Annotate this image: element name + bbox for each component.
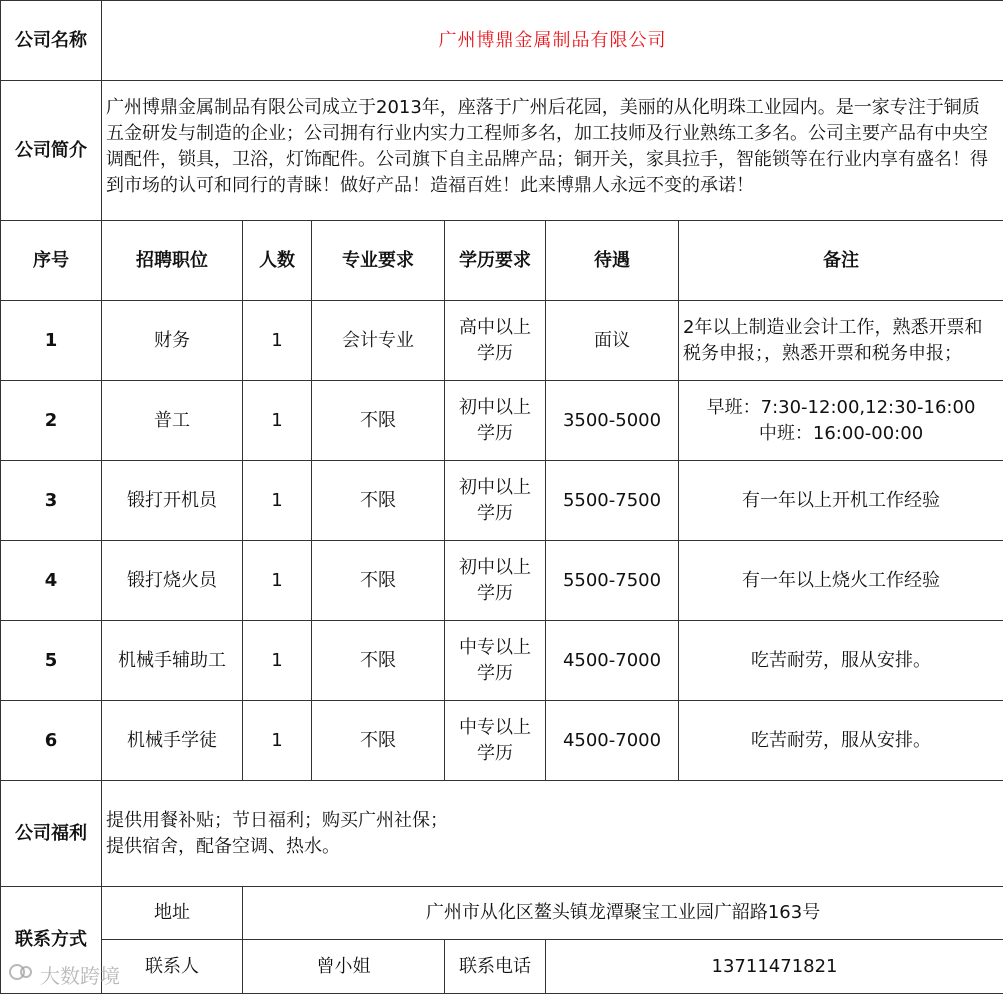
job-education-line2: 学历 xyxy=(477,422,513,444)
job-major: 不限 xyxy=(312,381,445,461)
benefits-line2: 提供宿舍，配备空调、热水。 xyxy=(106,835,340,857)
header-position: 招聘职位 xyxy=(102,221,243,301)
job-remark xyxy=(679,381,1003,461)
job-remark: 有一年以上烧火工作经验 xyxy=(679,541,1003,621)
job-education-line2: 学历 xyxy=(477,582,513,604)
company-name-label: 公司名称 xyxy=(1,1,102,81)
benefits-label: 公司福利 xyxy=(1,781,102,887)
header-no: 序号 xyxy=(1,221,102,301)
job-education xyxy=(445,701,546,781)
job-salary: 4500-7000 xyxy=(546,701,679,781)
job-education-line1: 初中以上 xyxy=(459,556,531,578)
job-salary: 面议 xyxy=(546,301,679,381)
job-remark: 吃苦耐劳，服从安排。 xyxy=(679,621,1003,701)
table-row xyxy=(1,461,1003,541)
company-intro-label: 公司简介 xyxy=(1,81,102,221)
header-count: 人数 xyxy=(243,221,312,301)
job-education xyxy=(445,541,546,621)
job-education-line1: 高中以上 xyxy=(459,316,531,338)
job-position: 普工 xyxy=(102,381,243,461)
address-value: 广州市从化区鳌头镇龙潭聚宝工业园广韶路163号 xyxy=(243,887,1003,940)
job-position: 机械手辅助工 xyxy=(102,621,243,701)
job-no: 6 xyxy=(1,701,102,781)
job-remark-line1: 2年以上制造业会计工作，熟悉开票和 xyxy=(683,316,983,338)
job-major: 不限 xyxy=(312,541,445,621)
contact-label: 联系方式 xyxy=(1,887,102,994)
job-position: 锻打开机员 xyxy=(102,461,243,541)
job-remark xyxy=(679,301,1003,381)
header-education: 学历要求 xyxy=(445,221,546,301)
header-salary: 待遇 xyxy=(546,221,679,301)
job-education xyxy=(445,381,546,461)
watermark-logo-icon xyxy=(8,961,34,988)
job-education xyxy=(445,301,546,381)
job-remark: 吃苦耐劳，服从安排。 xyxy=(679,701,1003,781)
job-education-line1: 初中以上 xyxy=(459,396,531,418)
job-no: 2 xyxy=(1,381,102,461)
contact-person-value: 曾小姐 xyxy=(243,940,445,994)
job-count: 1 xyxy=(243,621,312,701)
job-education xyxy=(445,621,546,701)
job-education-line2: 学历 xyxy=(477,662,513,684)
job-salary: 3500-5000 xyxy=(546,381,679,461)
job-education xyxy=(445,461,546,541)
job-major: 不限 xyxy=(312,701,445,781)
job-education-line2: 学历 xyxy=(477,342,513,364)
job-count: 1 xyxy=(243,541,312,621)
company-intro: 广州博鼎金属制品有限公司成立于2013年，座落于广州后花园，美丽的从化明珠工业园内。是一家专注于铜质五金研发与制造的企业；公司拥有行业内实力工程师多名，加工技师及行业熟练工多名。公司主要产品有中央空调配件，锁具，卫浴，灯饰配件。公司旗下自主品牌产品；铜开关，家具拉手，智能锁等在行业内享有盛名！得到市场的认可和同行的青睐！做好产品！造福百姓！此来博鼎人永远不变的承诺！ xyxy=(102,81,1003,221)
job-education-line1: 初中以上 xyxy=(459,476,531,498)
job-no: 1 xyxy=(1,301,102,381)
table-row xyxy=(1,381,1003,461)
job-education-line2: 学历 xyxy=(477,502,513,524)
job-position: 锻打烧火员 xyxy=(102,541,243,621)
contact-phone-label: 联系电话 xyxy=(445,940,546,994)
job-salary: 4500-7000 xyxy=(546,621,679,701)
job-salary: 5500-7500 xyxy=(546,541,679,621)
job-education-line1: 中专以上 xyxy=(459,636,531,658)
header-remark: 备注 xyxy=(679,221,1003,301)
job-no: 5 xyxy=(1,621,102,701)
benefits-line1: 提供用餐补贴；节日福利；购买广州社保； xyxy=(106,809,448,831)
contact-phone-value: 13711471821 xyxy=(546,940,1003,994)
job-remark-line2: 中班：16:00-00:00 xyxy=(758,422,924,444)
job-count: 1 xyxy=(243,461,312,541)
job-education-line2: 学历 xyxy=(477,742,513,764)
job-major: 不限 xyxy=(312,621,445,701)
table-row xyxy=(1,701,1003,781)
contact-person-label: 联系人 xyxy=(102,940,243,994)
job-remark: 有一年以上开机工作经验 xyxy=(679,461,1003,541)
table-row xyxy=(1,541,1003,621)
watermark-text: 大数跨境 xyxy=(40,964,120,988)
job-education-line1: 中专以上 xyxy=(459,716,531,738)
table-row xyxy=(1,621,1003,701)
job-count: 1 xyxy=(243,381,312,461)
job-no: 4 xyxy=(1,541,102,621)
benefits-text xyxy=(102,781,1003,887)
watermark xyxy=(8,960,120,989)
job-remark-line1: 早班：7:30-12:00,12:30-16:00 xyxy=(706,396,976,418)
header-major: 专业要求 xyxy=(312,221,445,301)
job-remark-line2: 税务申报；，熟悉开票和税务申报； xyxy=(683,342,962,364)
job-salary: 5500-7500 xyxy=(546,461,679,541)
job-no: 3 xyxy=(1,461,102,541)
company-name: 广州博鼎金属制品有限公司 xyxy=(102,1,1003,81)
table-row xyxy=(1,301,1003,381)
job-position: 财务 xyxy=(102,301,243,381)
job-count: 1 xyxy=(243,701,312,781)
job-major: 不限 xyxy=(312,461,445,541)
job-major: 会计专业 xyxy=(312,301,445,381)
job-position: 机械手学徒 xyxy=(102,701,243,781)
jobs-header-row xyxy=(1,221,1003,301)
job-count: 1 xyxy=(243,301,312,381)
address-label: 地址 xyxy=(102,887,243,940)
